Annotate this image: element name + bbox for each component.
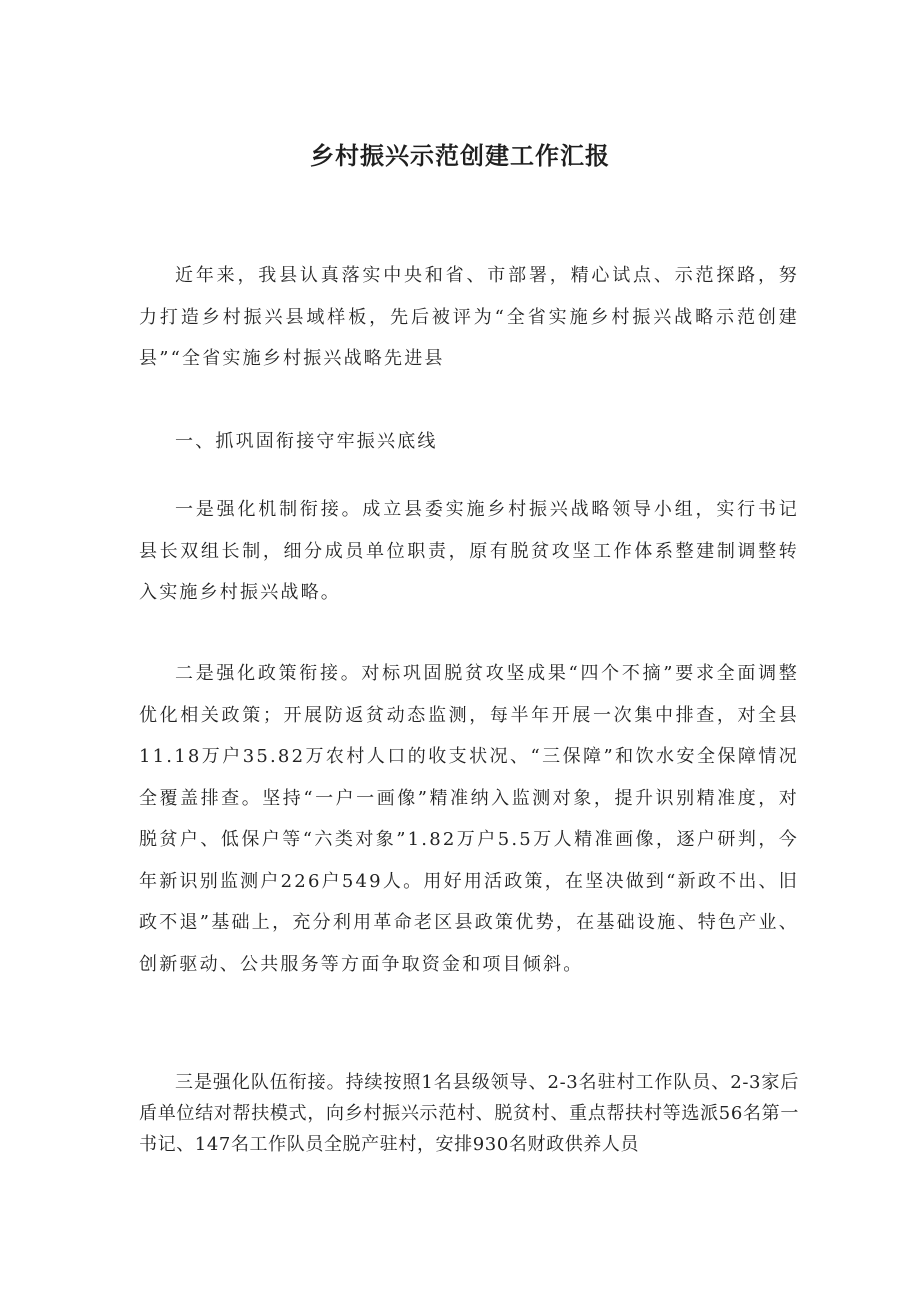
paragraph-policy: 二是强化政策衔接。对标巩固脱贫攻坚成果“四个不摘”要求全面调整优化相关政策；开展防返贫动态监测，每半年开展一次集中排查，对全县11.18万户35.82万农村人口的收支状况、“三保障”和饮水安全保障情况全覆盖排查。坚持“一户一画像”精准纳入监测对象，提升识别精准度，对脱贫户、低保户等“六类对象”1.82万户5.5万人精准画像，逐户研判，今年新识别监测户226户549人。用好用活政策，在坚决做到“新政不出、旧政不退”基础上，充分利用革命老区县政策优势，在基础设施、特色产业、创新驱动、公共服务等方面争取资金和项目倾斜。 <box>139 663 799 975</box>
paragraph-team: 三是强化队伍衔接。持续按照1名县级领导、2-3名驻村工作队员、2-3家后盾单位结对帮扶模式，向乡村振兴示范村、脱贫村、重点帮扶村等选派56名第一书记、147名工作队员全脱产驻村，安排930名财政供养人员 <box>139 1072 799 1155</box>
section-heading-one: 一、抓巩固衔接守牢振兴底线 <box>175 431 438 452</box>
document-title: 乡村振兴示范创建工作汇报 <box>310 142 610 171</box>
paragraph-mechanism: 一是强化机制衔接。成立县委实施乡村振兴战略领导小组，实行书记县长双组长制，细分成员单位职责，原有脱贫攻坚工作体系整建制调整转入实施乡村振兴战略。 <box>139 499 799 603</box>
paragraph-intro: 近年来，我县认真落实中央和省、市部署，精心试点、示范探路，努力打造乡村振兴县域样板，先后被评为“全省实施乡村振兴战略示范创建县”“全省实施乡村振兴战略先进县 <box>139 265 799 369</box>
